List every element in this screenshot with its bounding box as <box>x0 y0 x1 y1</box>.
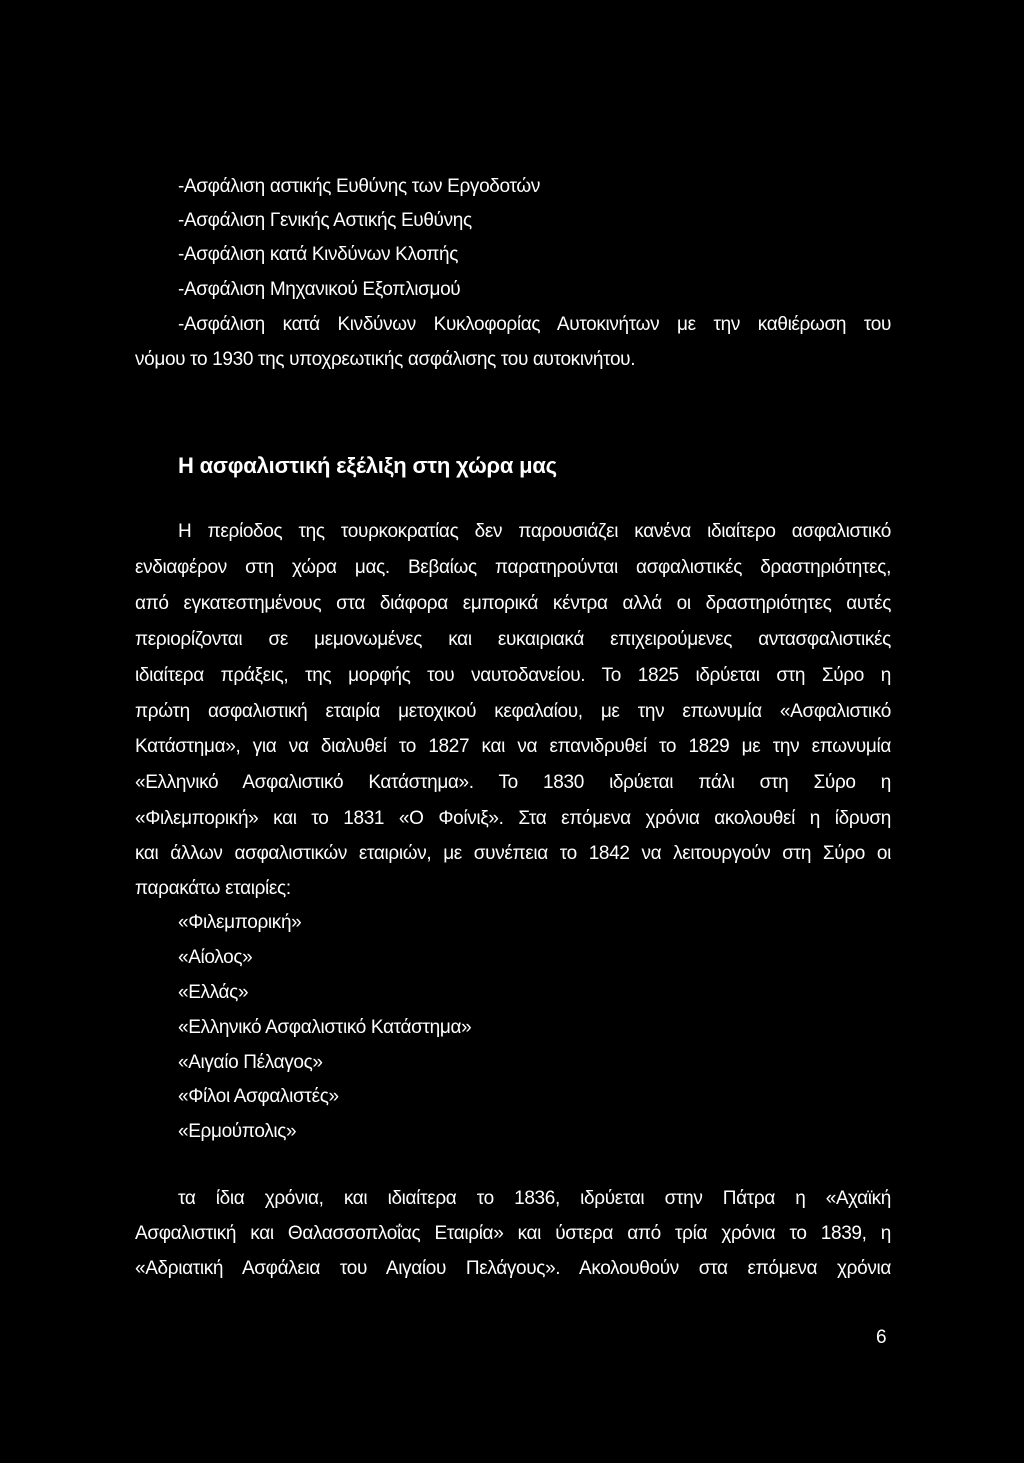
list-item: -Ασφάλιση κατά Κινδύνων Κλοπής <box>178 244 459 265</box>
list-item: -Ασφάλιση Γενικής Αστικής Ευθύνης <box>178 210 472 231</box>
company-item: «Αίολος» <box>178 947 253 968</box>
company-item: «Φίλοι Ασφαλιστές» <box>178 1086 339 1107</box>
paragraph-line: «Φιλεμπορική» και το 1831 «Ο Φοίνιξ». Στα επόμενα χρόνια ακολουθεί η ίδρυση <box>135 808 891 829</box>
page-number: 6 <box>876 1327 887 1348</box>
paragraph-line: παρακάτω εταιρίες: <box>135 878 291 899</box>
company-item: «Ερμούπολις» <box>178 1121 297 1142</box>
paragraph-line: πρώτη ασφαλιστική εταιρία μετοχικού κεφαλαίου, με την επωνυμία «Ασφαλιστικό <box>135 701 891 722</box>
company-item: «Φιλεμπορική» <box>178 912 302 933</box>
list-item: -Ασφάλιση Μηχανικού Εξοπλισμού <box>178 279 461 300</box>
paragraph-line: «Αδριατική Ασφάλεια του Αιγαίου Πελάγους». Ακολουθούν στα επόμενα χρόνια <box>135 1258 891 1279</box>
paragraph-line: Κατάστημα», για να διαλυθεί το 1827 και να επανιδρυθεί το 1829 με την επωνυμία <box>135 736 891 757</box>
paragraph-line: περιορίζονται σε μεμονωμένες και ευκαιριακά επιχειρούμενες αντασφαλιστικές <box>135 629 891 650</box>
list-item: -Ασφάλιση κατά Κινδύνων Κυκλοφορίας Αυτοκινήτων με την καθιέρωση του <box>178 314 891 335</box>
paragraph-line: «Ελληνικό Ασφαλιστικό Κατάστημα». Το 1830 ιδρύεται πάλι στη Σύρο η <box>135 772 891 793</box>
list-item-continuation: νόμου το 1930 της υποχρεωτικής ασφάλισης του αυτοκινήτου. <box>135 349 636 370</box>
company-item: «Αιγαίο Πέλαγος» <box>178 1052 323 1073</box>
paragraph-line: από εγκατεστημένους στα διάφορα εμπορικά κέντρα αλλά οι δραστηριότητες αυτές <box>135 593 891 614</box>
paragraph-line: ενδιαφέρον στη χώρα μας. Βεβαίως παρατηρούνται ασφαλιστικές δραστηριότητες, <box>135 557 891 578</box>
paragraph-line: τα ίδια χρόνια, και ιδιαίτερα το 1836, ιδρύεται στην Πάτρα η «Αχαϊκή <box>178 1188 891 1209</box>
paragraph-line: ιδιαίτερα πράξεις, της μορφής του ναυτοδανείου. Το 1825 ιδρύεται στη Σύρο η <box>135 665 891 686</box>
list-item: -Ασφάλιση αστικής Ευθύνης των Εργοδοτών <box>178 176 540 197</box>
paragraph-line: Η περίοδος της τουρκοκρατίας δεν παρουσιάζει κανένα ιδιαίτερο ασφαλιστικό <box>178 521 891 542</box>
company-item: «Ελλάς» <box>178 982 249 1003</box>
paragraph-line: και άλλων ασφαλιστικών εταιριών, με συνέπεια το 1842 να λειτουργούν στη Σύρο οι <box>135 843 891 864</box>
section-heading: Η ασφαλιστική εξέλιξη στη χώρα μας <box>178 453 557 478</box>
company-item: «Ελληνικό Ασφαλιστικό Κατάστημα» <box>178 1017 472 1038</box>
paragraph-line: Ασφαλιστική και Θαλασσοπλοΐας Εταιρία» και ύστερα από τρία χρόνια το 1839, η <box>135 1223 891 1244</box>
